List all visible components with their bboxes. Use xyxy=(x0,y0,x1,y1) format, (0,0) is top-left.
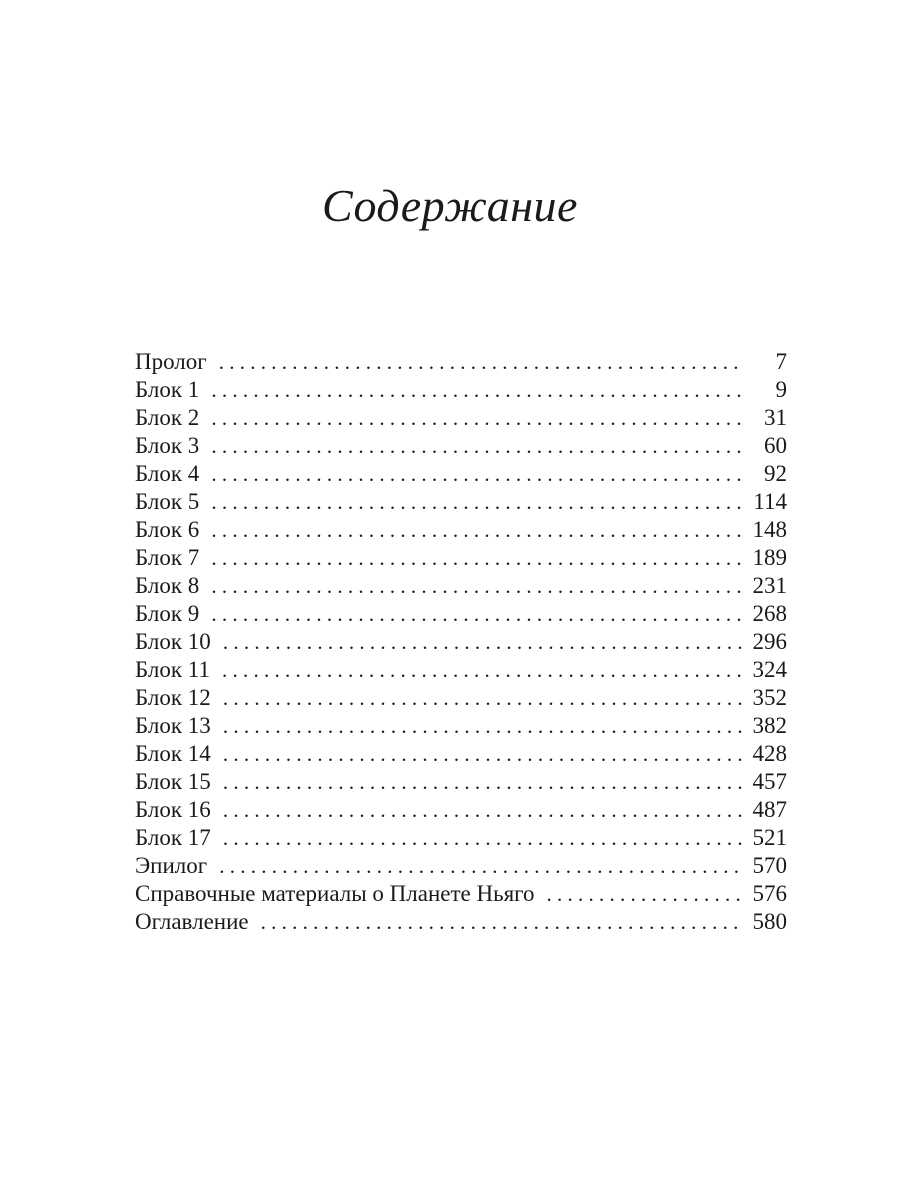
toc-entry-page: 576 xyxy=(752,881,787,906)
toc-entry-label: Оглавление xyxy=(135,909,249,934)
dot-leader xyxy=(223,684,743,712)
toc-entry[interactable] xyxy=(135,908,787,936)
toc-entry-page: 428 xyxy=(752,741,787,766)
dot-leader xyxy=(211,488,743,516)
dot-leader xyxy=(211,404,743,432)
toc-entry-label: Блок 9 xyxy=(135,601,200,626)
toc-entry-label: Блок 6 xyxy=(135,517,200,542)
toc-entry[interactable] xyxy=(135,740,787,768)
toc-entry-page: 324 xyxy=(752,657,787,682)
toc-entry[interactable] xyxy=(135,376,787,404)
toc-entry[interactable] xyxy=(135,544,787,572)
toc-entry-page: 31 xyxy=(764,405,787,430)
toc-entry-page: 521 xyxy=(752,825,787,850)
dot-leader xyxy=(219,852,743,880)
toc-entry-label: Блок 5 xyxy=(135,489,200,514)
toc-entry[interactable] xyxy=(135,768,787,796)
toc-entry-label: Эпилог xyxy=(135,853,208,878)
toc-entry-page: 580 xyxy=(752,909,787,934)
toc-entry-page: 570 xyxy=(752,853,787,878)
dot-leader xyxy=(261,908,743,936)
toc-entry-page: 114 xyxy=(753,489,787,514)
toc-entry[interactable] xyxy=(135,460,787,488)
dot-leader xyxy=(223,768,743,796)
toc-entry[interactable] xyxy=(135,852,787,880)
dot-leader xyxy=(211,516,743,544)
table-of-contents xyxy=(135,348,787,936)
toc-entry[interactable] xyxy=(135,684,787,712)
page-title: Содержание xyxy=(322,180,578,231)
toc-entry[interactable] xyxy=(135,348,787,376)
toc-entry-page: 296 xyxy=(752,629,787,654)
toc-entry-label: Блок 11 xyxy=(135,657,210,682)
toc-entry-page: 231 xyxy=(752,573,787,598)
toc-entry[interactable] xyxy=(135,572,787,600)
toc-entry-label: Справочные материалы о Планете Ньяго xyxy=(135,881,535,906)
dot-leader xyxy=(211,460,743,488)
toc-entry-label: Блок 2 xyxy=(135,405,200,430)
toc-entry[interactable] xyxy=(135,628,787,656)
dot-leader xyxy=(211,432,743,460)
toc-entry-label: Блок 15 xyxy=(135,769,211,794)
toc-entry-page: 9 xyxy=(775,377,787,402)
toc-entry-label: Блок 7 xyxy=(135,545,200,570)
toc-entry[interactable] xyxy=(135,712,787,740)
toc-entry-label: Блок 17 xyxy=(135,825,211,850)
toc-entry[interactable] xyxy=(135,488,787,516)
dot-leader xyxy=(222,656,743,684)
toc-entry-label: Блок 14 xyxy=(135,741,211,766)
toc-entry[interactable] xyxy=(135,824,787,852)
dot-leader xyxy=(223,628,743,656)
dot-leader xyxy=(223,796,743,824)
toc-entry-label: Блок 4 xyxy=(135,461,200,486)
dot-leader xyxy=(223,824,743,852)
dot-leader xyxy=(223,712,743,740)
toc-entry-page: 7 xyxy=(775,349,787,374)
toc-entry-label: Блок 1 xyxy=(135,377,200,402)
toc-entry[interactable] xyxy=(135,516,787,544)
toc-entry-label: Блок 3 xyxy=(135,433,200,458)
dot-leader xyxy=(211,600,743,628)
toc-entry-page: 60 xyxy=(764,433,787,458)
toc-entry-page: 148 xyxy=(752,517,787,542)
toc-entry[interactable] xyxy=(135,432,787,460)
toc-entry-label: Пролог xyxy=(135,349,207,374)
toc-entry[interactable] xyxy=(135,656,787,684)
dot-leader xyxy=(211,544,743,572)
toc-entry[interactable] xyxy=(135,880,787,908)
toc-entry-label: Блок 8 xyxy=(135,573,200,598)
toc-entry-page: 268 xyxy=(752,601,787,626)
toc-entry-page: 352 xyxy=(752,685,787,710)
toc-entry-page: 189 xyxy=(752,545,787,570)
toc-entry-label: Блок 10 xyxy=(135,629,211,654)
toc-entry[interactable] xyxy=(135,600,787,628)
dot-leader xyxy=(219,348,743,376)
toc-entry-page: 457 xyxy=(752,769,787,794)
dot-leader xyxy=(223,740,743,768)
toc-entry-page: 92 xyxy=(764,461,787,486)
dot-leader xyxy=(211,572,743,600)
dot-leader xyxy=(211,376,743,404)
toc-entry-page: 487 xyxy=(752,797,787,822)
dot-leader xyxy=(547,880,743,908)
toc-entry[interactable] xyxy=(135,796,787,824)
toc-entry-label: Блок 12 xyxy=(135,685,211,710)
toc-entry[interactable] xyxy=(135,404,787,432)
toc-entry-label: Блок 16 xyxy=(135,797,211,822)
toc-entry-label: Блок 13 xyxy=(135,713,211,738)
toc-entry-page: 382 xyxy=(752,713,787,738)
